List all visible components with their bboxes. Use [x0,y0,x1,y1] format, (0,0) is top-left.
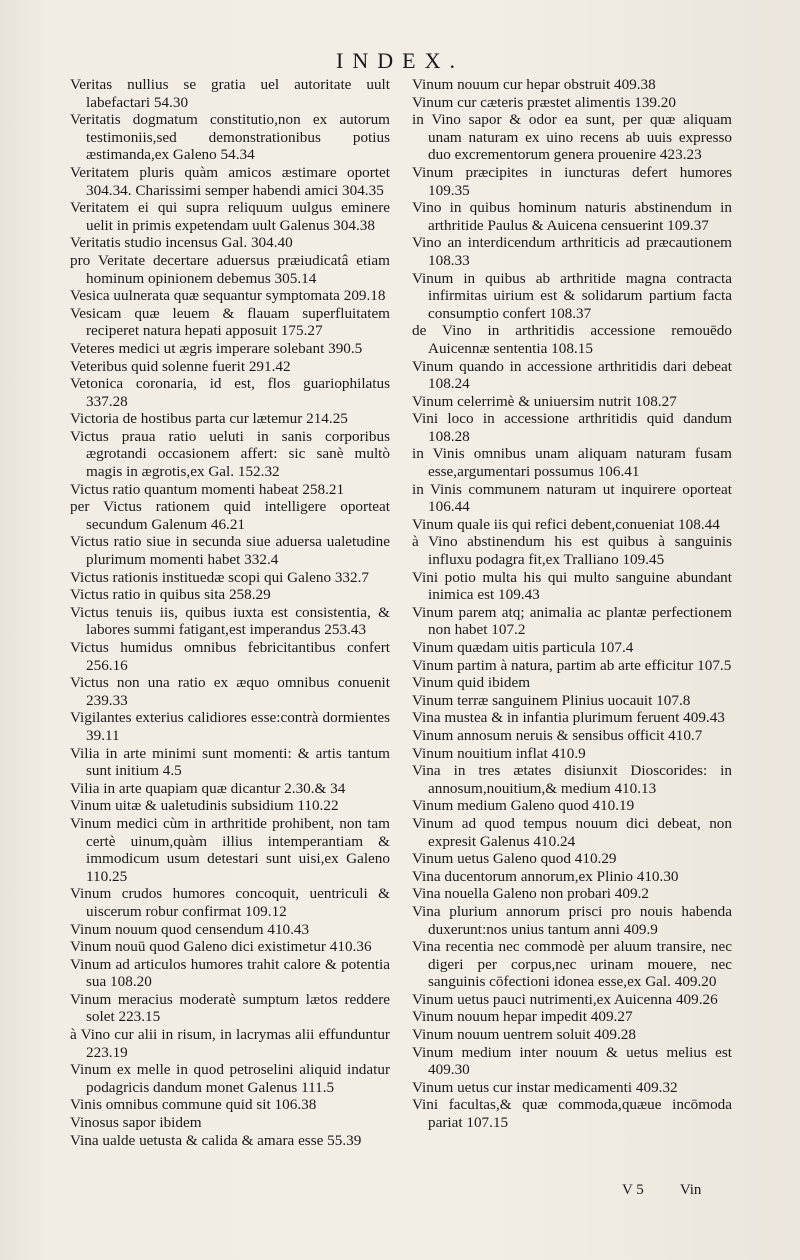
index-entry: Veteribus quid solenne fuerit 291.42 [70,357,291,375]
index-entry: Vinum quando in accessione arthritidis dari debeat 108.24 [412,357,732,393]
index-entry: Vinum uetus pauci nutrimenti,ex Auicenna 409.26 [412,990,718,1008]
index-entry: Vesica uulnerata quæ sequantur symptomata 209.18 [70,287,386,305]
index-entry: Vinis omnibus commune quid sit 106.38 [70,1096,317,1114]
index-entry: Vino an interdicendum arthriticis ad præcautionem 108.33 [412,234,732,269]
index-entry: Veritatem pluris quàm amicos æstimare oportet 304.34. Charissimi semper habendi amici 304.35 [70,163,390,199]
index-entry: Vinum celerrimè & uniuersim nutrit 108.27 [412,392,677,410]
index-entry: Vinum medium inter nouum & uetus melius est 409.30 [412,1043,732,1079]
index-entry: Vinosus sapor ibidem [70,1114,202,1132]
index-column-left [70,76,390,1149]
index-entry: Vilia in arte quapiam quæ dicantur 2.30.& 34 [70,779,346,797]
index-entry: Veritas nullius se gratia uel autoritate uult labefactari 54.30 [70,76,390,111]
index-entry: Vino in quibus hominum naturis abstinendum in arthritide Paulus & Auicena censuerint 109.37 [412,199,732,234]
index-entry: Vini loco in accessione arthritidis quid dandum 108.28 [412,410,732,445]
index-entry: Vina ualde uetusta & calida & amara esse 55.39 [70,1131,362,1149]
index-entry: Vinum meracius moderatè sumptum lætos reddere solet 223.15 [70,990,390,1026]
index-entry: Vina plurium annorum prisci pro nouis habenda duxerunt:nos unius tantum anni 409.9 [412,902,732,938]
index-entry: Victoria de hostibus parta cur lætemur 214.25 [70,410,348,428]
index-entry: à Vino cur alii in risum, in lacrymas alii effunduntur 223.19 [70,1026,390,1061]
index-entry: Vini facultas,& quæ commoda,quæue incōmoda pariat 107.15 [412,1096,732,1132]
index-entry: Vina nouella Galeno non probari 409.2 [412,885,649,903]
index-entry: Vinum medici cùm in arthritide prohibent, non tam certè uinum,quàm illius intemperantiam & immodicum usum detestari sunt uisi,ex Galeno 110.25 [70,814,390,885]
index-entry: à Vino abstinendum his est quibus à sanguinis influxu podagra fit,ex Tralliano 109.45 [412,533,732,569]
index-entry: Vinum terræ sanguinem Plinius uocauit 107.8 [412,691,691,709]
index-entry: Vina mustea & in infantia plurimum feruent 409.43 [412,709,725,727]
index-entry: Victus praua ratio ueluti in sanis corporibus ægrotandi occasionem affert: sic sanè multò magis in ægrotis,ex Gal. 152.32 [70,427,390,481]
index-entry: Vinum uetus Galeno quod 410.29 [412,850,617,868]
index-entry: de Vino in arthritidis accessione remouēdo Auicennæ sententia 108.15 [412,322,732,357]
index-entry: Vinum uetus cur instar medicamenti 409.32 [412,1078,678,1096]
index-entry: pro Veritate decertare aduersus præiudicatâ etiam hominum opinionem debemus 305.14 [70,251,390,287]
index-entry: Vigilantes exterius calidiores esse:contrà dormientes 39.11 [70,709,390,744]
index-entry: Vetonica coronaria, id est, flos guariophilatus 337.28 [70,375,390,410]
page-title: INDEX. [336,48,464,73]
index-entry: Vinum parem atq; animalia ac plantæ perfectionem non habet 107.2 [412,603,732,639]
index-entry: Victus tenuis iis, quibus iuxta est consistentia, & labores summi fatigant,est imperandus 253.43 [70,603,390,639]
index-entry: Vinum partim à natura, partim ab arte efficitur 107.5 [412,656,732,674]
index-entry: Vinum nouitium inflat 410.9 [412,744,586,762]
index-entry: in Vino sapor & odor ea sunt, per quæ aliquam unam naturam ex uino recens ab uuis expresso duo excrementorum genera prouenire 423.23 [412,111,732,164]
index-column-right [412,76,732,1132]
index-entry: Victus rationis instituedæ scopi qui Galeno 332.7 [70,568,370,586]
index-entry: Vina in tres ætates disiunxit Dioscorides: in annosum,nouitium,& medium 410.13 [412,762,732,797]
index-entry: Vini potio multa his qui multo sanguine abundant inimica est 109.43 [412,568,732,604]
index-entry: Victus non una ratio ex æquo omnibus conuenit 239.33 [70,674,390,709]
index-entry: Vina ducentorum annorum,ex Plinio 410.30 [412,867,679,885]
index-entry: Vinum crudos humores concoquit, uentriculi & uiscerum robur confirmat 109.12 [70,885,390,920]
index-entry: in Vinis communem naturam ut inquirere oporteat 106.44 [412,480,732,516]
index-entry: Vina recentia nec commodè per aluum transire, nec digeri per corpus,nec urinam mouere, nec sanguinis cōfectioni idonea esse,ex Gal. 409.20 [412,938,732,991]
index-entry: Vinum cur cæteris præstet alimentis 139.20 [412,93,676,111]
index-entry: Vinum nouū quod Galeno dici existimetur 410.36 [70,938,372,956]
index-entry: Veteres medici ut ægris imperare solebant 390.5 [70,339,363,357]
index-entry: Vinum uitæ & ualetudinis subsidium 110.22 [70,797,339,815]
index-entry: Victus humidus omnibus febricitantibus confert 256.16 [70,639,390,674]
index-entry: Vinum nouum hepar impedit 409.27 [412,1008,633,1026]
index-entry: Vinum ad articulos humores trahit calore & potentia sua 108.20 [70,955,390,991]
signature-mark: V 5 [622,1182,644,1198]
index-entry: Vilia in arte minimi sunt momenti: & artis tantum sunt initium 4.5 [70,744,390,780]
index-entry: Vinum ex melle in quod petroselini aliquid indatur podagricis dandum monet Galenus 111.5 [70,1061,390,1096]
index-entry: Victus ratio siue in secunda siue aduersa ualetudine plurimum momenti habet 332.4 [70,533,390,569]
index-entry: Vinum nouum uentrem soluit 409.28 [412,1026,636,1044]
index-entry: Vinum medium Galeno quod 410.19 [412,797,635,815]
index-entry: Vinum quædam uitis particula 107.4 [412,639,634,656]
index-entry: Victus ratio in quibus sita 258.29 [70,586,271,604]
index-entry: Victus ratio quantum momenti habeat 258.21 [70,480,345,498]
index-entry: Vinum in quibus ab arthritide magna contracta infirmitas uirium est & solidarum partium facta consumptio confert 108.37 [412,269,732,322]
index-entry: in Vinis omnibus unam aliquam naturam fusam esse,argumentari possumus 106.41 [412,445,732,481]
index-entry: Veritatis studio incensus Gal. 304.40 [70,234,293,252]
index-entry: Veritatem ei qui supra reliquum uulgus eminere uelit in primis expetendam uult Galenus 304.38 [70,199,390,234]
index-entry: Veritatis dogmatum constitutio,non ex autorum testimoniis,sed demonstrationibus potius æstimanda,ex Galeno 54.34 [70,111,390,164]
index-entry: Vinum quid ibidem [412,674,531,692]
index-entry: Vinum nouum cur hepar obstruit 409.38 [412,76,656,93]
index-entry: Vinum ad quod tempus nouum dici debeat, non expresit Galenus 410.24 [412,814,732,850]
page-footer [622,1182,742,1199]
index-entry: Vinum præcipites in iuncturas defert humores 109.35 [412,163,732,199]
catchword: Vin [679,1182,702,1198]
index-entry: per Victus rationem quid intelligere oporteat secundum Galenum 46.21 [70,498,390,533]
index-entry: Vinum nouum quod censendum 410.43 [70,920,310,938]
index-entry: Vinum quale iis qui refici debent,conueniat 108.44 [412,515,720,533]
index-entry: Vinum annosum neruis & sensibus officit 410.7 [412,726,703,744]
index-entry: Vesicam quæ leuem & flauam superfluitatem reciperet natura hepati apposuit 175.27 [70,304,390,340]
